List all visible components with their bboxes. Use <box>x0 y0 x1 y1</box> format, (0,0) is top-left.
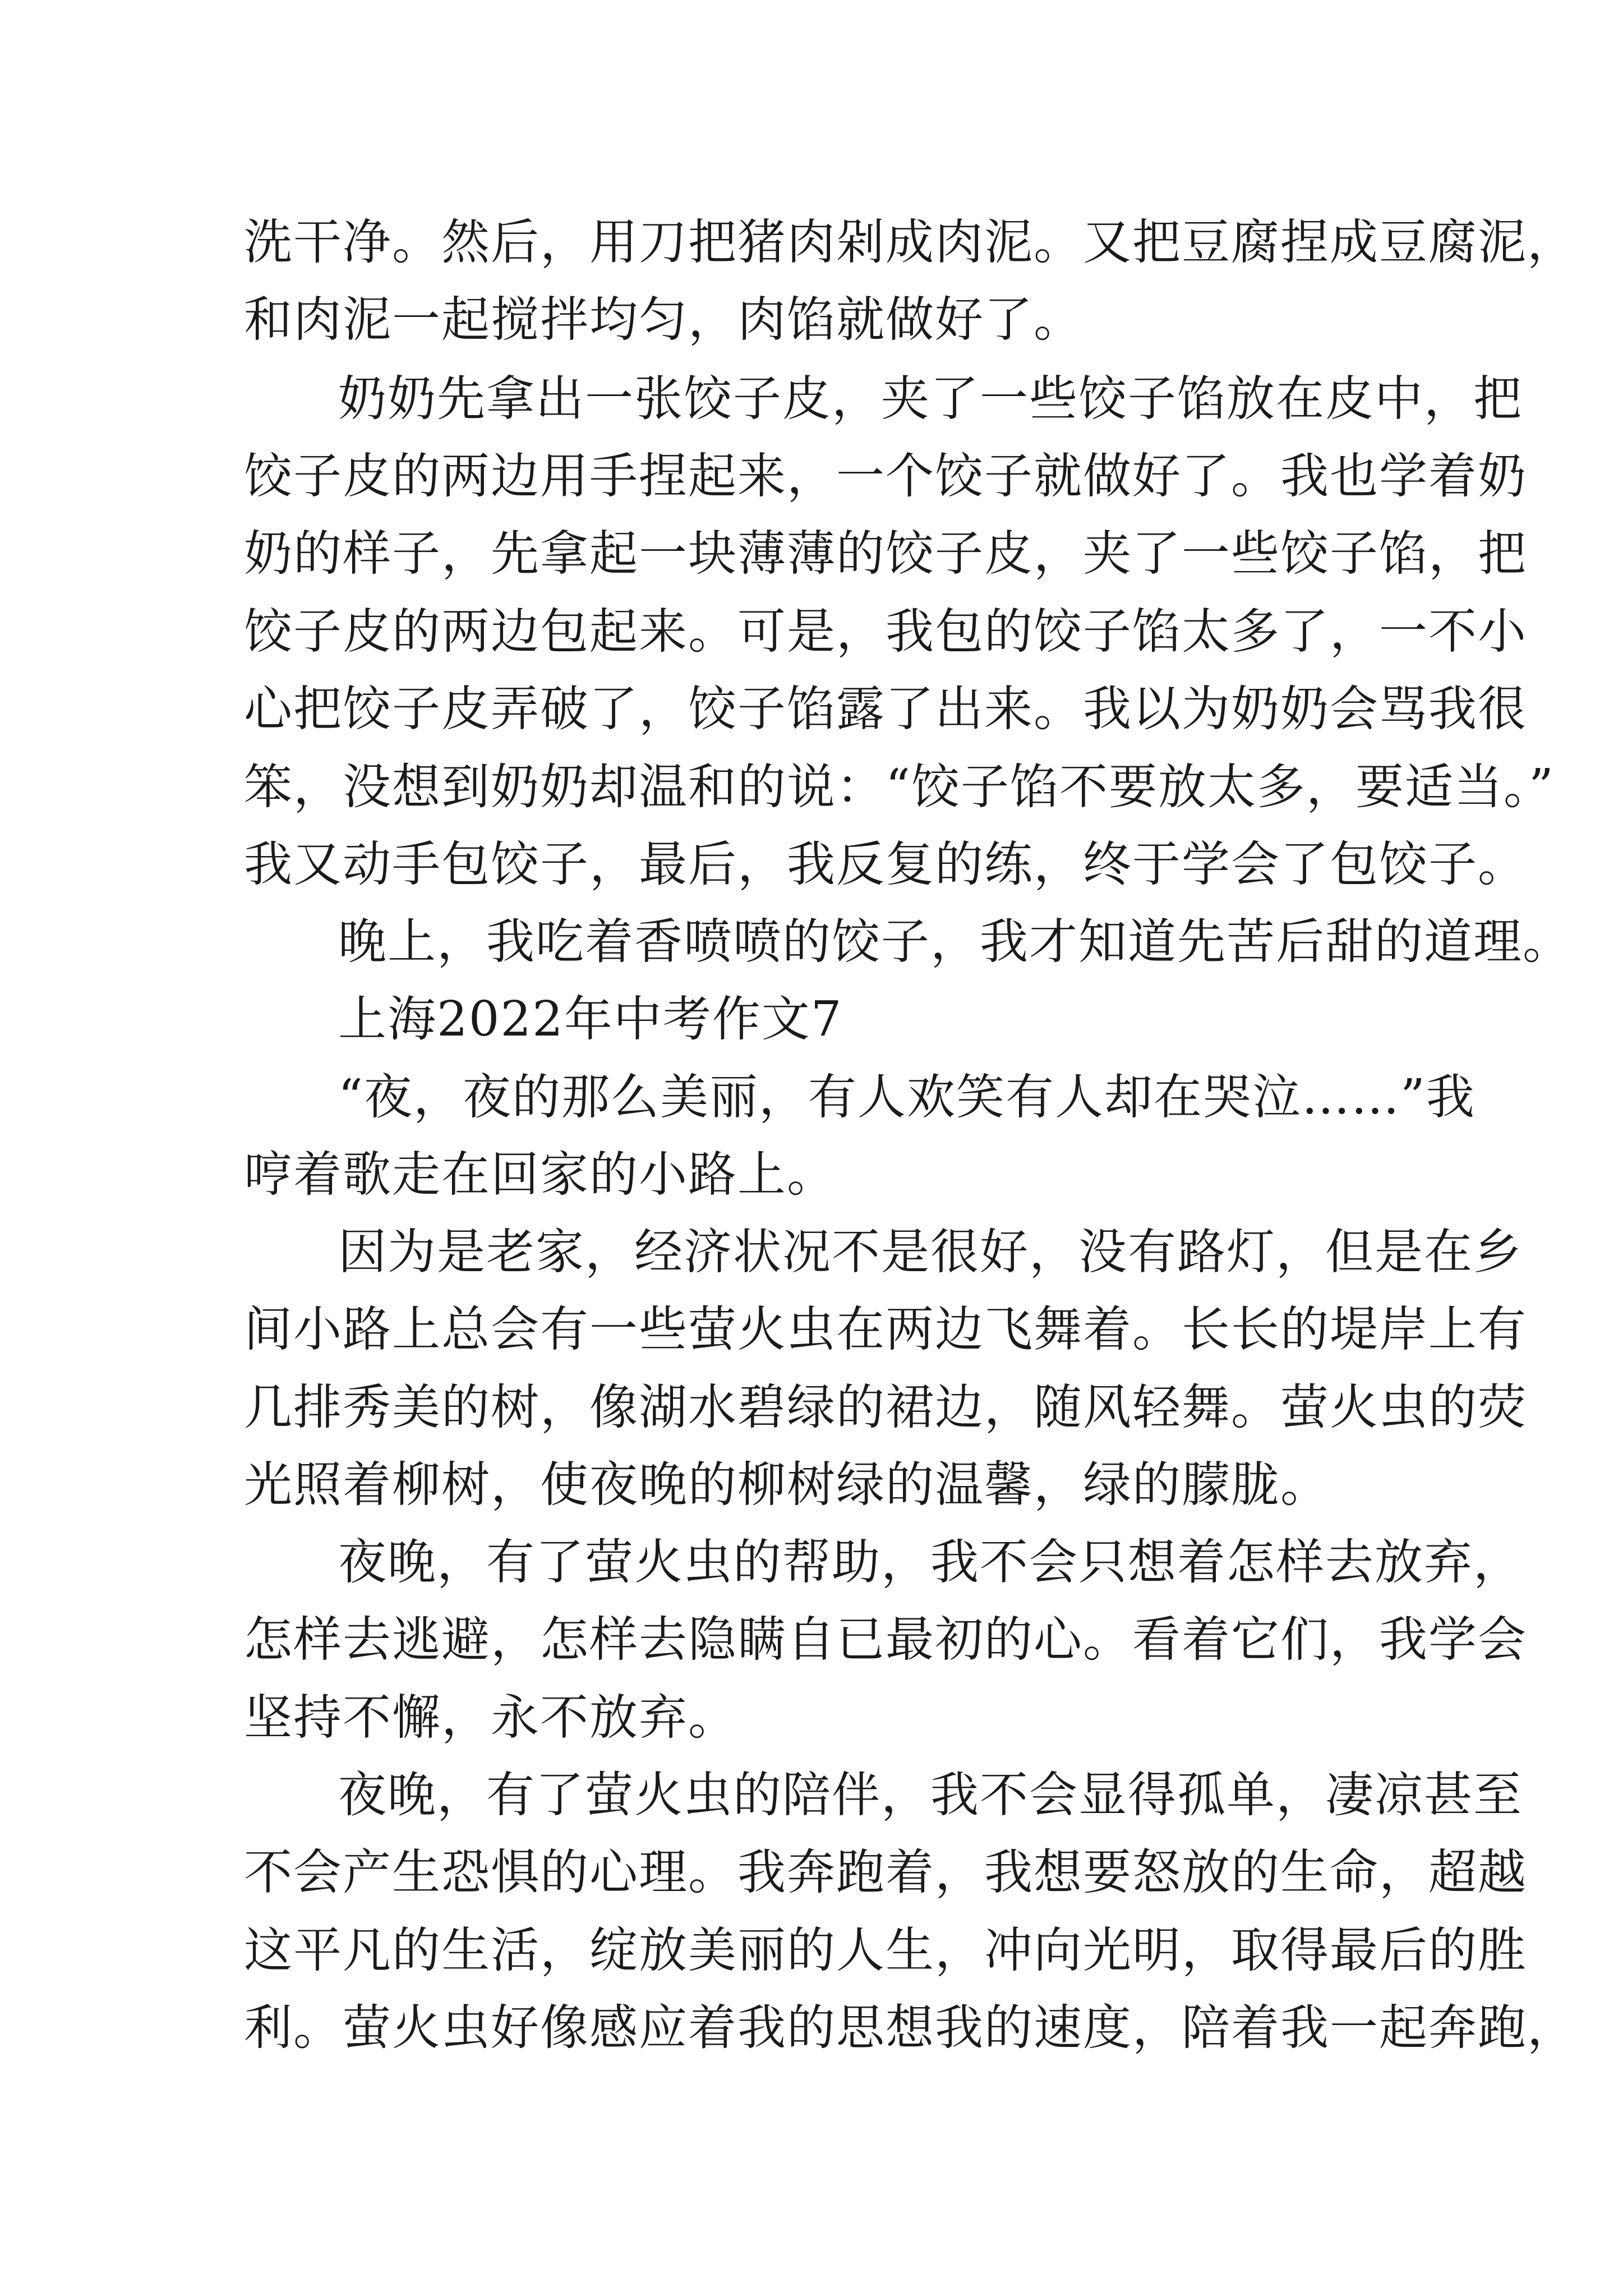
text-line: 坚持不懈，永不放弃。 <box>244 1690 737 1746</box>
text-line: 不会产生恐惧的心理。我奔跑着，我想要怒放的生命，超越 <box>244 1844 1527 1901</box>
text-line: 利。萤火虫好像感应着我的思想我的速度，陪着我一起奔跑， <box>244 2000 1576 2056</box>
text-line: 奶奶先拿出一张饺子皮，夹了一些饺子馅放在皮中，把 <box>338 371 1523 427</box>
text-line: 和肉泥一起搅拌均匀，肉馅就做好了。 <box>244 292 1083 348</box>
text-line: 饺子皮的两边包起来。可是，我包的饺子馅太多了，一不小 <box>244 604 1527 660</box>
text-line: 因为是老家，经济状况不是很好，没有路灯，但是在乡 <box>338 1224 1523 1280</box>
text-line: 晚上，我吃着香喷喷的饺子，我才知道先苦后甜的道理。 <box>338 914 1572 970</box>
text-line: 心把饺子皮弄破了，饺子馅露了出来。我以为奶奶会骂我很 <box>244 681 1527 737</box>
text-line: 饺子皮的两边用手捏起来，一个饺子就做好了。我也学着奶 <box>244 448 1527 504</box>
text-line: 笨，没想到奶奶却温和的说：“饺子馅不要放太多，要适当。” <box>244 759 1555 815</box>
text-line: 夜晚，有了萤火虫的陪伴，我不会显得孤单，凄凉甚至 <box>338 1767 1523 1823</box>
text-line: 我又动手包饺子，最后，我反复的练，终于学会了包饺子。 <box>244 836 1527 892</box>
section-heading: 上海2022年中考作文7 <box>338 991 843 1047</box>
text-line: 洗干净。然后，用刀把猪肉剁成肉泥。又把豆腐捏成豆腐泥， <box>244 214 1576 270</box>
text-line: 几排秀美的树，像湖水碧绿的裙边，随风轻舞。萤火虫的荧 <box>244 1379 1527 1435</box>
text-line: 怎样去逃避，怎样去隐瞒自已最初的心。看着它们，我学会 <box>244 1612 1527 1668</box>
text-line: 光照着柳树，使夜晚的柳树绿的温馨，绿的朦胧。 <box>244 1457 1330 1513</box>
text-line: 夜晚，有了萤火虫的帮助，我不会只想着怎样去放弃， <box>338 1534 1523 1590</box>
text-line: 哼着歌走在回家的小路上。 <box>244 1147 836 1203</box>
text-line: 间小路上总会有一些萤火虫在两边飞舞着。长长的堤岸上有 <box>244 1301 1527 1358</box>
text-line: 这平凡的生活，绽放美丽的人生，冲向光明，取得最后的胜 <box>244 1922 1527 1978</box>
text-line: “夜，夜的那么美丽，有人欢笑有人却在哭泣……”我 <box>338 1069 1476 1125</box>
text-line: 奶的样子，先拿起一块薄薄的饺子皮，夹了一些饺子馅，把 <box>244 526 1527 582</box>
